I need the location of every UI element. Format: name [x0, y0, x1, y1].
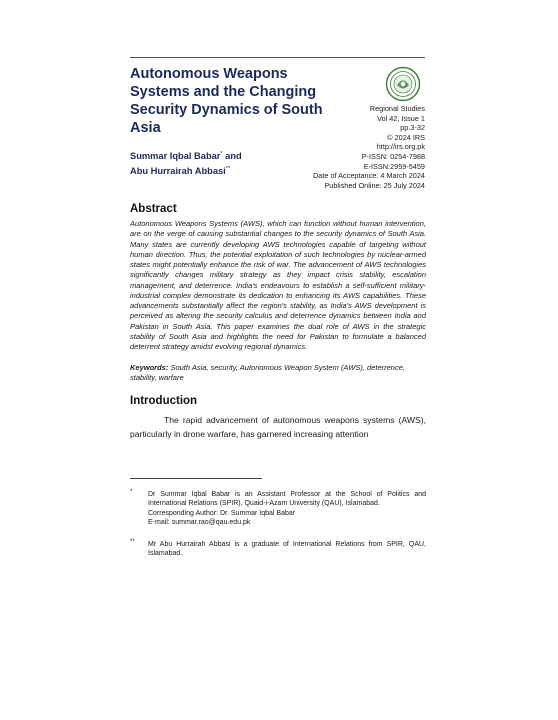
top-rule	[130, 57, 425, 58]
author-line	[130, 163, 290, 178]
footnote-affiliation: Dr Summar Iqbal Babar is an Assistant Professor at the School of Politics and International Relations (SPIR), Quaid-i-Azam University (QAU), Islamabad.	[148, 491, 426, 508]
footnote-mark: **	[130, 539, 135, 545]
footnote-mark: *	[130, 489, 133, 495]
author-name: Abu Hurrairah Abbasi	[130, 166, 226, 177]
author-conjunction: and	[222, 151, 242, 162]
abstract-text: Autonomous Weapons Systems (AWS), which can function without human intervention, are on the verge of causing substantial changes to the security dynamics of South Asia. Many states are currently developing AWS technologies capable of targeting without human direction. Thus, the potential exploitation of such technologies by nuclear-armed states might potentially enhance the risk of war. The advancement of AWS technologies significantly changes military strategy as they impact crisis stability, escalation management, and deterrence. India's endeavours to establish a self-sufficient military-industrial complex demonstrate its dedication to enhancing its AWS capabilities. These advancements substantially affect the region's stability, as India's AWS development is perceived as altering the security calculus and deterrence dynamics between India and Pakistan in South Asia. This paper examines the dual role of AWS in the strategic stability of South Asia and highlights the need for Pakistan to formulate a balanced deterrent strategy amidst evolving regional dynamics.	[130, 219, 426, 351]
journal-name: Regional Studies	[369, 104, 425, 113]
author-line	[130, 148, 290, 163]
electronic-issn: E-ISSN:2959-5459	[363, 161, 425, 171]
introduction-heading: Introduction	[130, 395, 198, 407]
footnote-2	[130, 540, 426, 559]
footnote-affiliation: Mr Abu Hurrairah Abbasi is a graduate of International Relations from SPIR, QAU, Islamabad.	[148, 541, 426, 558]
footnote-corresponding: Corresponding Author: Dr. Summar Iqbal Babar	[148, 509, 296, 517]
article-title: Autonomous Weapons Systems and the Changing Security Dynamics of South Asia	[130, 66, 323, 136]
author-list	[130, 148, 290, 178]
introduction-paragraph: The rapid advancement of autonomous weapons systems (AWS), particularly in drone warfare, has garnered increasing attention	[130, 415, 426, 439]
abstract-heading: Abstract	[130, 203, 177, 215]
journal-url: http://irs.org.pk	[376, 142, 425, 152]
footnote-rule	[130, 478, 262, 479]
footnote-email: E-mail: summar.rao@qau.edu.pk	[148, 519, 251, 527]
introduction-body	[130, 413, 426, 441]
published-date: Published Online: 25 July 2024	[324, 180, 425, 190]
keywords-label: Keywords:	[130, 363, 169, 372]
author-mark: **	[225, 166, 231, 173]
journal-volume: Vol 42, Issue 1	[377, 113, 425, 123]
keywords	[130, 363, 426, 384]
journal-seal-icon	[385, 66, 421, 102]
print-issn: P-ISSN: 0254-7988	[361, 151, 425, 161]
author-mark: *	[220, 151, 223, 157]
footnote-1	[130, 490, 426, 528]
acceptance-date: Date of Acceptance: 4 March 2024	[313, 171, 425, 181]
author-name: Summar Iqbal Babar	[130, 151, 221, 162]
copyright: © 2024 IRS	[387, 132, 425, 142]
page-range: pp.3-32	[400, 123, 425, 133]
keywords-text: South Asia, security, Autonomous Weapon System (AWS), deterrence, stability, warfare	[130, 363, 405, 383]
